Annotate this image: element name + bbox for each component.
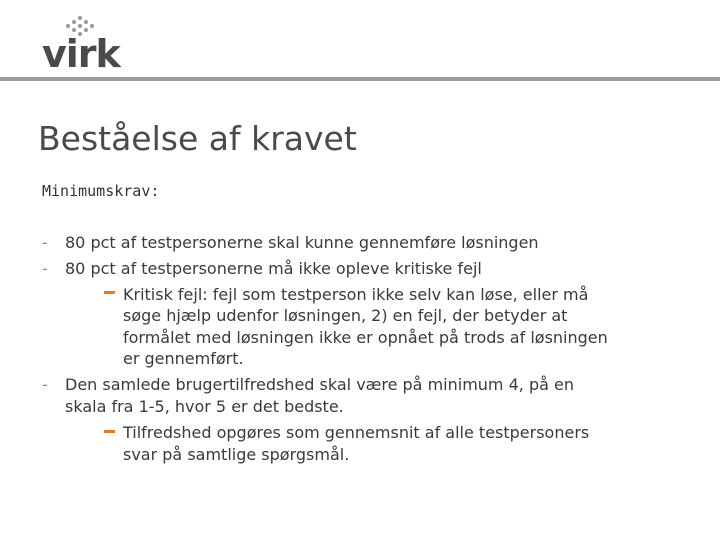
slide-title: Beståelse af kravet xyxy=(38,119,357,158)
bullet-text: 80 pct af testpersonerne må ikke opleve kritiske fejl xyxy=(65,259,482,278)
sub-bullet-line: Kritisk fejl: fejl som testperson ikke selv kan løse, eller må xyxy=(123,285,589,304)
sub-bullet-line: Tilfredshed opgøres som gennemsnit af alle testpersoners xyxy=(123,423,590,442)
sub-bullet-line: er gennemført. xyxy=(123,349,244,368)
sub-bullet-dash xyxy=(104,291,115,294)
sub-bullet-line: søge hjælp udenfor løsningen, 2) en fejl, der betyder at xyxy=(123,306,568,325)
bullet-text: Den samlede brugertilfredshed skal være på minimum 4, på en xyxy=(65,375,574,394)
bullet-dash: - xyxy=(42,259,48,278)
bullet-text: skala fra 1-5, hvor 5 er det bedste. xyxy=(65,397,344,416)
logo-wordmark: virk xyxy=(42,32,120,76)
sub-bullet-dash xyxy=(104,430,115,433)
header-divider xyxy=(0,77,720,81)
bullet-dash: - xyxy=(42,233,48,252)
virk-logo xyxy=(42,16,122,76)
sub-bullet-line: svar på samtlige spørgsmål. xyxy=(123,445,350,464)
bullet-dash: - xyxy=(42,375,48,394)
slide-subhead: Minimumskrav: xyxy=(42,182,160,200)
bullet-text: 80 pct af testpersonerne skal kunne gennemføre løsningen xyxy=(65,233,539,252)
sub-bullet-line: formålet med løsningen ikke er opnået på trods af løsningen xyxy=(123,328,608,347)
